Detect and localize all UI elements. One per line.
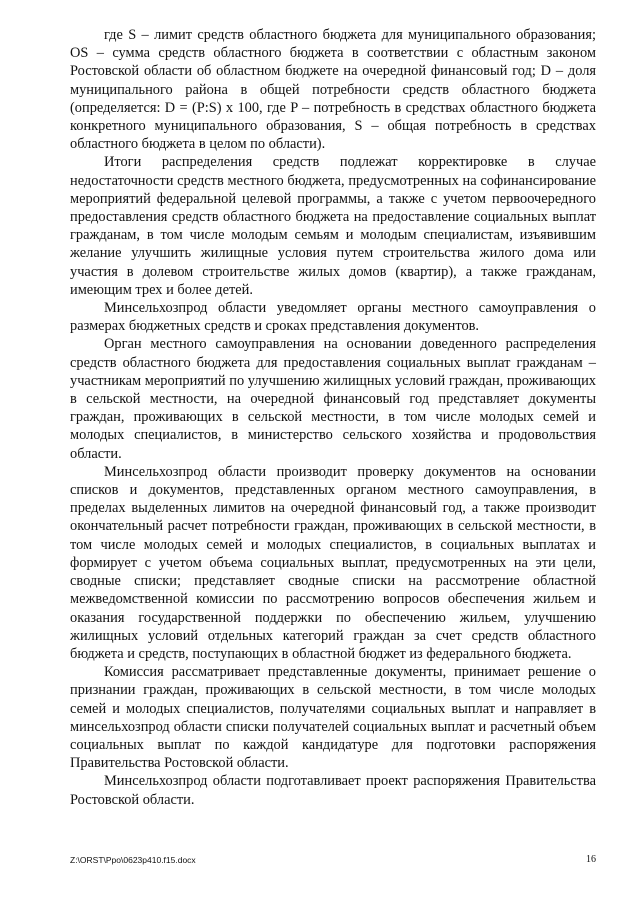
paragraph: Орган местного самоуправления на основании доведенного распределения средств областного бюджета для предоставления социальных выплат гражданам – участникам мероприятий по улучшению жилищных условий граждан, проживающих в сельской местности, на очередной финансовый год представляет документы граждан, проживающих в сельской местности, в том числе молодых семей и молодых специалистов, в министерство сельского хозяйства и продовольствия области.: [70, 336, 596, 462]
paragraph: Минсельхозпрод области производит проверку документов на основании списков и документов, представленных органом местного самоуправления, в пределах выделенных лимитов на очередной финансовый год, а также производит окончательный расчет потребности граждан, проживающих в сельской местности, в том числе молодых семей и молодых специалистов, в социальных выплатах и формирует с учетом объема социальных выплат, предусмотренных на эти цели, сводные списки; представляет сводные списки на рассмотрение областной межведомственной комиссии по рассмотрению вопросов обеспечения жильем и оказания государственной поддержки по обеспечению жильем, улучшению жилищных условий отдельных категорий граждан за счет средств областного бюджета и средств, поступающих в областной бюджет из федерального бюджета.: [70, 463, 596, 662]
paragraph: где S – лимит средств областного бюджета для муниципального образования; OS – сумма средств областного бюджета в соответствии с областным законом Ростовской области об областном бюджете на очередной финансовый год; D – доля муниципального района в общей потребности средств областного бюджета (определяется: D = (P:S) x 100, где P – потребность в средствах областного бюджета конкретного муниципального образования, S – общая потребность в средствах областного бюджета в целом по области).: [70, 27, 596, 153]
page-footer: [70, 855, 596, 865]
paragraph: Комиссия рассматривает представленные документы, принимает решение о признании граждан, проживающих в сельской местности, в том числе молодых семей и молодых специалистов, получателями социальных выплат и направляет в минсельхозпрод области списки получателей социальных выплат и расчетный объем социальных выплат по каждой кандидатуре для подготовки распоряжения Правительства Ростовской области.: [70, 664, 596, 772]
page-number: 16: [586, 854, 596, 865]
paragraph: Минсельхозпрод области подготавливает проект распоряжения Правительства Ростовской области.: [70, 773, 596, 808]
document-body: [70, 26, 596, 809]
paragraph: Минсельхозпрод области уведомляет органы местного самоуправления о размерах бюджетных средств и сроках представления документов.: [70, 300, 596, 335]
paragraph: Итоги распределения средств подлежат корректировке в случае недостаточности средств местного бюджета, предусмотренных на софинансирование мероприятий федеральной целевой программы, а также с учетом первоочередного предоставления средств областного бюджета на предоставление социальных выплат гражданам, в том числе молодым семьям и молодым специалистам, изъявившим желание улучшить жилищные условия путем строительства жилого дома или участия в долевом строительстве жилых домов (квартир), а также гражданам, имеющим трех и более детей.: [70, 154, 596, 298]
file-path: Z:\ORST\Ppo\0623p410.f15.docx: [70, 855, 196, 865]
